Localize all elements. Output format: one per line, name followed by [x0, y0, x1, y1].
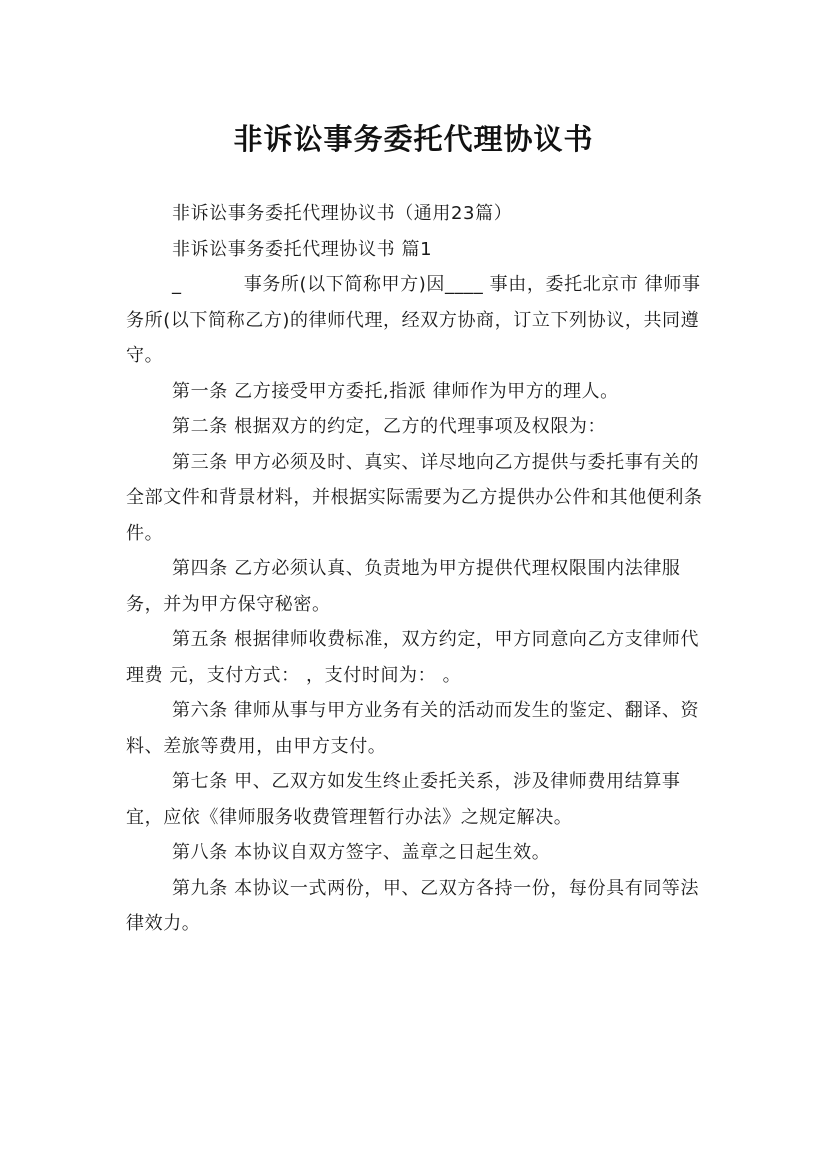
paragraph-article-1: 第一条 乙方接受甲方委托,指派 律师作为甲方的理人。 [172, 380, 619, 402]
paragraph-article-8: 第八条 本协议自双方签字、盖章之日起生效。 [172, 842, 551, 863]
paragraph-preamble: _ 事务所(以下简称甲方)因____ 事由，委托北京市 律师事务所(以下简称乙方)的律师代理，经双方协商，订立下列协议，共同遵守。 [126, 274, 701, 366]
paragraph-section-heading: 非诉讼事务委托代理协议书 篇1 [172, 238, 433, 260]
paragraph-collection-title: 非诉讼事务委托代理协议书（通用23篇） [172, 203, 513, 224]
paragraph-article-6: 第六条 律师从事与甲方业务有关的活动而发生的鉴定、翻译、资料、差旅等费用，由甲方支付。 [126, 700, 700, 757]
document-title: 非诉讼事务委托代理协议书 [233, 122, 594, 157]
document-body [126, 196, 716, 942]
paragraph-article-4: 第四条 乙方必须认真、负责地为甲方提供代理权限围内法律服务，并为甲方保守秘密。 [126, 558, 681, 615]
paragraph-article-9: 第九条 本协议一式两份，甲、乙双方各持一份，每份具有同等法律效力。 [126, 877, 700, 934]
paragraph-article-5: 第五条 根据律师收费标准，双方约定，甲方同意向乙方支律师代理费 元，支付方式： ，支付时间为： 。 [126, 629, 700, 686]
paragraph-article-7: 第七条 甲、乙双方如发生终止委托关系，涉及律师费用结算事宜，应依《律师服务收费管理暂行办法》之规定解决。 [126, 771, 681, 828]
paragraph-article-2: 第二条 根据双方的约定，乙方的代理事项及权限为： [172, 416, 607, 437]
paragraph-article-3: 第三条 甲方必须及时、真实、详尽地向乙方提供与委托事有关的全部文件和背景材料，并根据实际需要为乙方提供办公件和其他便利条件。 [126, 451, 703, 544]
